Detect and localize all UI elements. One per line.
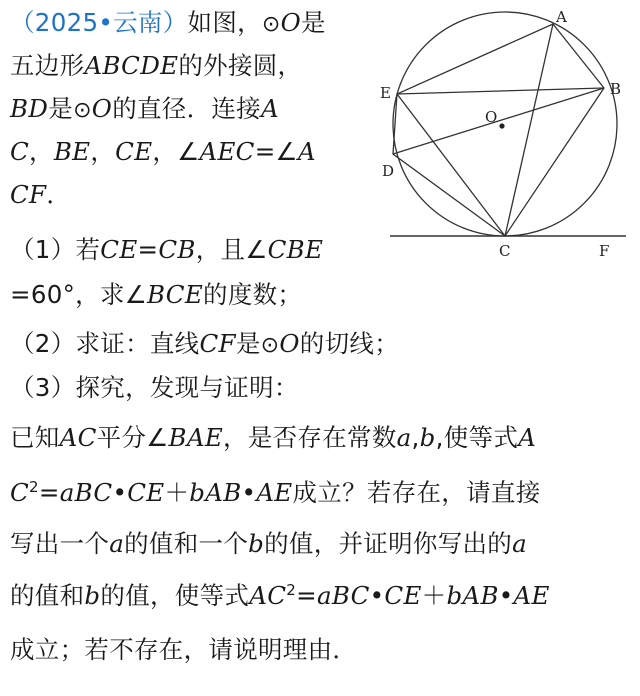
text-segment: （1）若 [10, 235, 101, 264]
text-segment: CF [199, 329, 236, 358]
text-segment: A [261, 94, 279, 123]
circle-dot-icon: ⊙ [261, 12, 281, 37]
text-segment: BAE [168, 423, 224, 452]
text-segment: ＋ [164, 478, 190, 507]
label-f: F [599, 242, 610, 260]
text-segment: 成立？若存在，请直接 [292, 478, 541, 507]
problem-line [10, 94, 279, 126]
text-segment: （2）求证：直线 [10, 329, 200, 358]
text-segment: • [369, 581, 385, 610]
circle-dot-icon: ⊙ [73, 98, 92, 123]
text-segment: =60°，求∠ [10, 280, 148, 309]
text-segment: AE [513, 581, 550, 610]
problem-line [10, 51, 302, 81]
label-b: B [610, 80, 622, 98]
text-segment: bAB [189, 478, 242, 507]
text-segment: 的值和 [10, 581, 85, 610]
text-segment: 是 [48, 94, 74, 123]
text-segment: a [109, 529, 125, 558]
text-segment: CF [10, 180, 47, 209]
text-segment: ， [90, 137, 116, 166]
text-segment: aBC [59, 478, 113, 507]
text-segment: BCE [147, 280, 204, 309]
text-segment: O [91, 94, 113, 123]
text-segment: = [137, 235, 159, 264]
text-segment: ， [29, 137, 54, 166]
text-segment: ，且∠ [195, 235, 268, 264]
text-segment: a [512, 529, 528, 558]
text-segment: , [411, 423, 420, 452]
text-segment: ABCDE [84, 51, 179, 80]
text-segment: CBE [267, 235, 324, 264]
problem-line [10, 235, 323, 265]
circle-dot-icon: ⊙ [260, 333, 280, 358]
problem-line [10, 8, 326, 40]
text-segment: 的值和一个 [124, 529, 249, 558]
text-segment: ＋ [421, 581, 447, 610]
text-segment: CE [384, 581, 422, 610]
label-e: E [380, 84, 391, 102]
label-d: D [382, 162, 395, 180]
problem-line [10, 581, 550, 611]
text-segment: 的值，使等式 [100, 581, 250, 610]
text-segment: 平分∠ [96, 423, 169, 452]
text-segment: CE [100, 235, 138, 264]
label-a: A [556, 8, 567, 26]
text-segment: 2 [286, 580, 297, 599]
text-segment: b [248, 529, 265, 558]
text-segment: AE [256, 478, 293, 507]
problem-line [10, 329, 399, 361]
label-c: C [499, 242, 511, 260]
text-segment: • [498, 581, 514, 610]
text-segment: ，是否存在常数 [223, 423, 397, 452]
problem-line [10, 529, 527, 559]
text-segment: 的度数； [203, 280, 303, 309]
problem-line [10, 423, 536, 453]
text-segment: = [38, 478, 60, 507]
text-segment: • [241, 478, 257, 507]
problem-line [10, 373, 299, 403]
text-segment: AC [249, 581, 287, 610]
text-segment: C [10, 478, 30, 507]
text-segment: 的值，并证明你写出的 [264, 529, 513, 558]
text-segment: CE [127, 478, 165, 507]
text-segment: aBC [316, 581, 370, 610]
text-segment: 已知 [10, 423, 60, 452]
text-segment: （3）探究，发现与证明： [10, 373, 299, 402]
label-o: O [485, 108, 498, 126]
source-tag: （2025•云南） [10, 8, 188, 37]
text-segment: O [280, 8, 302, 37]
segment-ac [505, 24, 553, 236]
text-segment: BE [53, 137, 91, 166]
text-segment: 写出一个 [10, 529, 110, 558]
segment-bd [393, 88, 604, 154]
text-segment: 的切线； [299, 329, 399, 358]
text-segment: =∠ [254, 137, 298, 166]
text-segment: • [112, 478, 128, 507]
text-segment: A [297, 137, 316, 166]
text-segment: b [84, 581, 101, 610]
text-segment: 如图， [187, 8, 262, 37]
text-segment: 五边形 [10, 51, 85, 80]
problem-line [10, 478, 541, 508]
problem-line [10, 280, 302, 310]
text-segment: AC [59, 423, 97, 452]
text-segment: AEC [199, 137, 255, 166]
segment-be [397, 88, 604, 94]
text-segment: 是 [235, 329, 261, 358]
text-segment: 成立；若不存在，请说明理由． [10, 635, 358, 664]
figure-segments [393, 24, 604, 236]
text-segment: A [518, 423, 537, 452]
text-segment: ． [46, 180, 72, 209]
text-segment: bAB [446, 581, 499, 610]
text-segment: a [396, 423, 412, 452]
text-segment: ,使等式 [435, 423, 519, 452]
center-point [499, 123, 504, 128]
text-segment: 2 [29, 477, 39, 496]
problem-line [10, 635, 357, 665]
text-segment: BD [10, 94, 49, 123]
text-segment: 的外接圆， [178, 51, 303, 80]
text-segment: O [279, 329, 300, 358]
problem-line [10, 137, 316, 167]
text-segment: = [296, 581, 317, 610]
problem-line [10, 180, 71, 210]
text-segment: b [419, 423, 436, 452]
text-segment: ，∠ [152, 137, 200, 166]
text-segment: 的直径．连接 [112, 94, 261, 123]
text-segment: C [10, 137, 30, 166]
text-segment: CE [115, 137, 153, 166]
text-segment: CB [158, 235, 196, 264]
text-segment: 是 [301, 8, 326, 37]
geometry-figure [378, 4, 636, 266]
